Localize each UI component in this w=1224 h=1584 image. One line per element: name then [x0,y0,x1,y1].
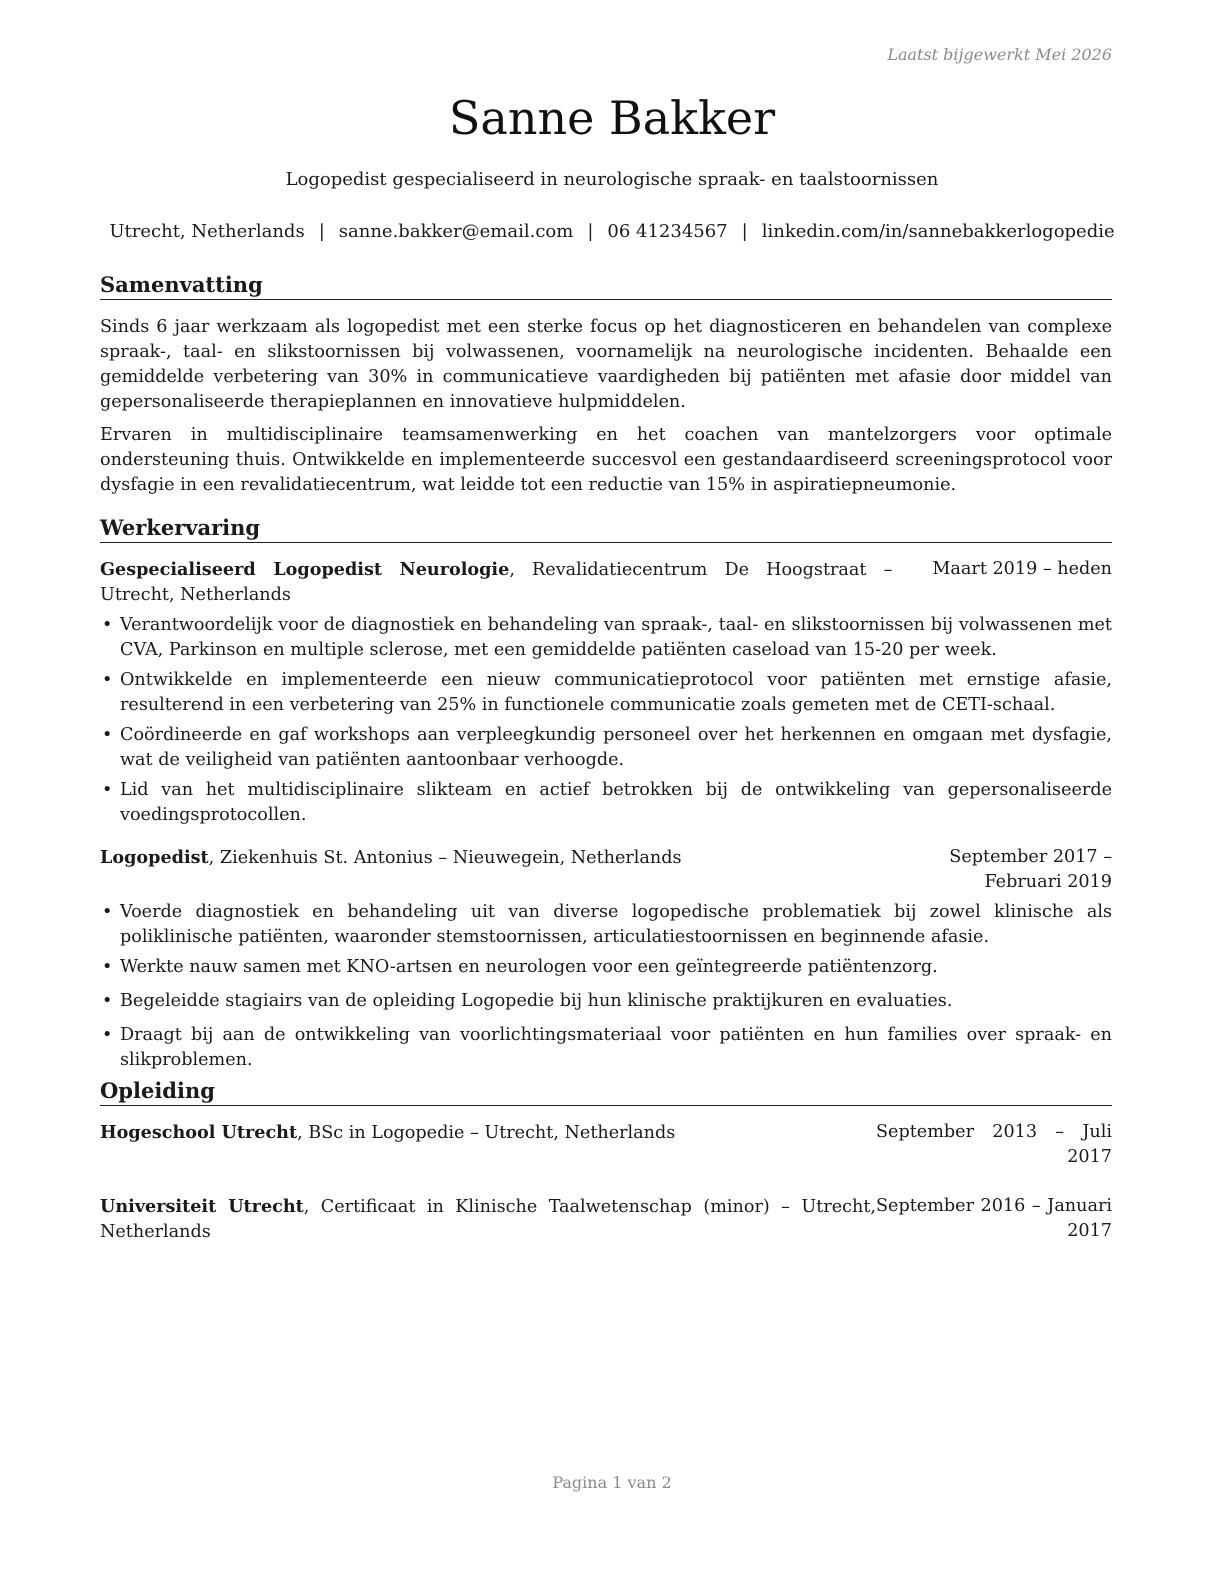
contact-line [0,220,1224,244]
experience-section [100,515,1112,1073]
summary-paragraph: Sinds 6 jaar werkzaam als logopedist met een sterke focus op het diagnosticeren en behandelen van complexe spraak-, taal- en slikstoornissen bij volwassenen, voornamelijk na neurologische incidenten. Behaalde een gemiddelde verbetering van 30% in communicatieve vaardigheden bij patiënten met afasie door middel van gepersonaliseerde therapieplannen en innovatieve hulpmiddelen. [100,317,1112,412]
education-detail: , Certificaat in Klinische Taalwetenschap (minor) – Utrecht, Netherlands [100,1197,876,1242]
education-heading [100,1120,876,1146]
education-section [100,1078,1112,1245]
education-dates: September 2013 – Juli 2017 [876,1122,1112,1167]
summary-title: Samenvatting [100,272,1112,300]
job-dates: September 2017 – Februari 2019 [949,847,1112,892]
list-item: • Draagt bij aan de ontwikkeling van voorlichtingsmateriaal voor patiënten en hun families over spraak- en slikproblemen. [100,1023,1112,1073]
job-role: Gespecialiseerd Logopedist Neurologie [100,559,510,580]
education-entry [100,1120,1112,1170]
contact-linkedin[interactable]: linkedin.com/in/sannebakkerlogopedie [761,221,1115,242]
job-role: Logopedist [100,847,209,868]
education-title: Opleiding [100,1078,1112,1106]
education-school: Universiteit Utrecht [100,1196,304,1217]
experience-title: Werkervaring [100,515,1112,543]
job-organization: , Revalidatiecentrum De Hoogstraat – Utrecht, Netherlands [100,560,893,605]
job-dates: Maart 2019 – heden [932,559,1112,579]
contact-phone[interactable]: 06 41234567 [607,221,728,242]
education-dates: September 2016 – Januari 2017 [876,1196,1112,1241]
list-item: • Lid van het multidisciplinaire slikteam en actief betrokken bij de ontwikkeling van gepersonaliseerde voedingsprotocollen. [100,778,1112,828]
list-item: • Verantwoordelijk voor de diagnostiek en behandeling van spraak-, taal- en slikstoornissen bij volwassenen met CVA, Parkinson en multiple sclerose, met een gemiddelde patiënten caseload van 15-20 per week. [100,613,1112,663]
contact-location: Utrecht, Netherlands [109,221,305,242]
contact-separator: | [741,221,748,242]
job-entry [100,557,1112,828]
education-detail: , BSc in Logopedie – Utrecht, Netherlands [297,1123,676,1143]
job-bullets [100,613,1112,828]
job-header [100,557,1112,608]
job-bullets [100,900,1112,1073]
list-item: • Ontwikkelde en implementeerde een nieuw communicatieprotocol voor patiënten met ernstige afasie, resulterend in een verbetering van 25% in functionele communicatie zoals gemeten met de CETI-schaal. [100,668,1112,718]
education-entry [100,1194,1112,1245]
contact-separator: | [318,221,325,242]
list-item: • Begeleidde stagiairs van de opleiding Logopedie bij hun klinische praktijkuren en evaluaties. [100,989,1112,1014]
list-item: • Coördineerde en gaf workshops aan verpleegkundig personeel over het herkennen en omgaan met dysfagie, wat de veiligheid van patiënten aantoonbaar verhoogde. [100,723,1112,773]
page-number: Pagina 1 van 2 [552,1473,672,1492]
job-heading [100,845,876,871]
job-heading [100,557,892,608]
job-header [100,845,1112,895]
education-heading [100,1194,876,1245]
summary-paragraph: Ervaren in multidisciplinaire teamsamenwerking en het coachen van mantelzorgers voor optimale ondersteuning thuis. Ontwikkelde en implementeerde succesvol een gestandaardiseerd screeningsprotocol voor dysfagie in een revalidatiecentrum, wat leidde tot een reductie van 15% in aspiratiepneumonie. [100,425,1112,495]
job-organization: , Ziekenhuis St. Antonius – Nieuwegein, Netherlands [208,848,682,868]
last-updated: Laatst bijgewerkt Mei 2026 [887,45,1112,64]
contact-separator: | [587,221,594,242]
list-item: • Werkte nauw samen met KNO-artsen en neurologen voor een geïntegreerde patiëntenzorg. [100,955,1112,980]
candidate-name: Sanne Bakker [448,91,776,145]
summary-section [100,272,1112,498]
education-school: Hogeschool Utrecht [100,1122,298,1143]
job-entry [100,845,1112,1073]
list-item: • Voerde diagnostiek en behandeling uit van diverse logopedische problematiek bij zowel klinische als poliklinische patiënten, waaronder stemstoornissen, articulatiestoornissen en beginnende afasie. [100,900,1112,950]
candidate-tagline: Logopedist gespecialiseerd in neurologische spraak- en taalstoornissen [285,169,939,190]
contact-email[interactable]: sanne.bakker@email.com [338,221,574,242]
resume-content [100,272,1112,1245]
